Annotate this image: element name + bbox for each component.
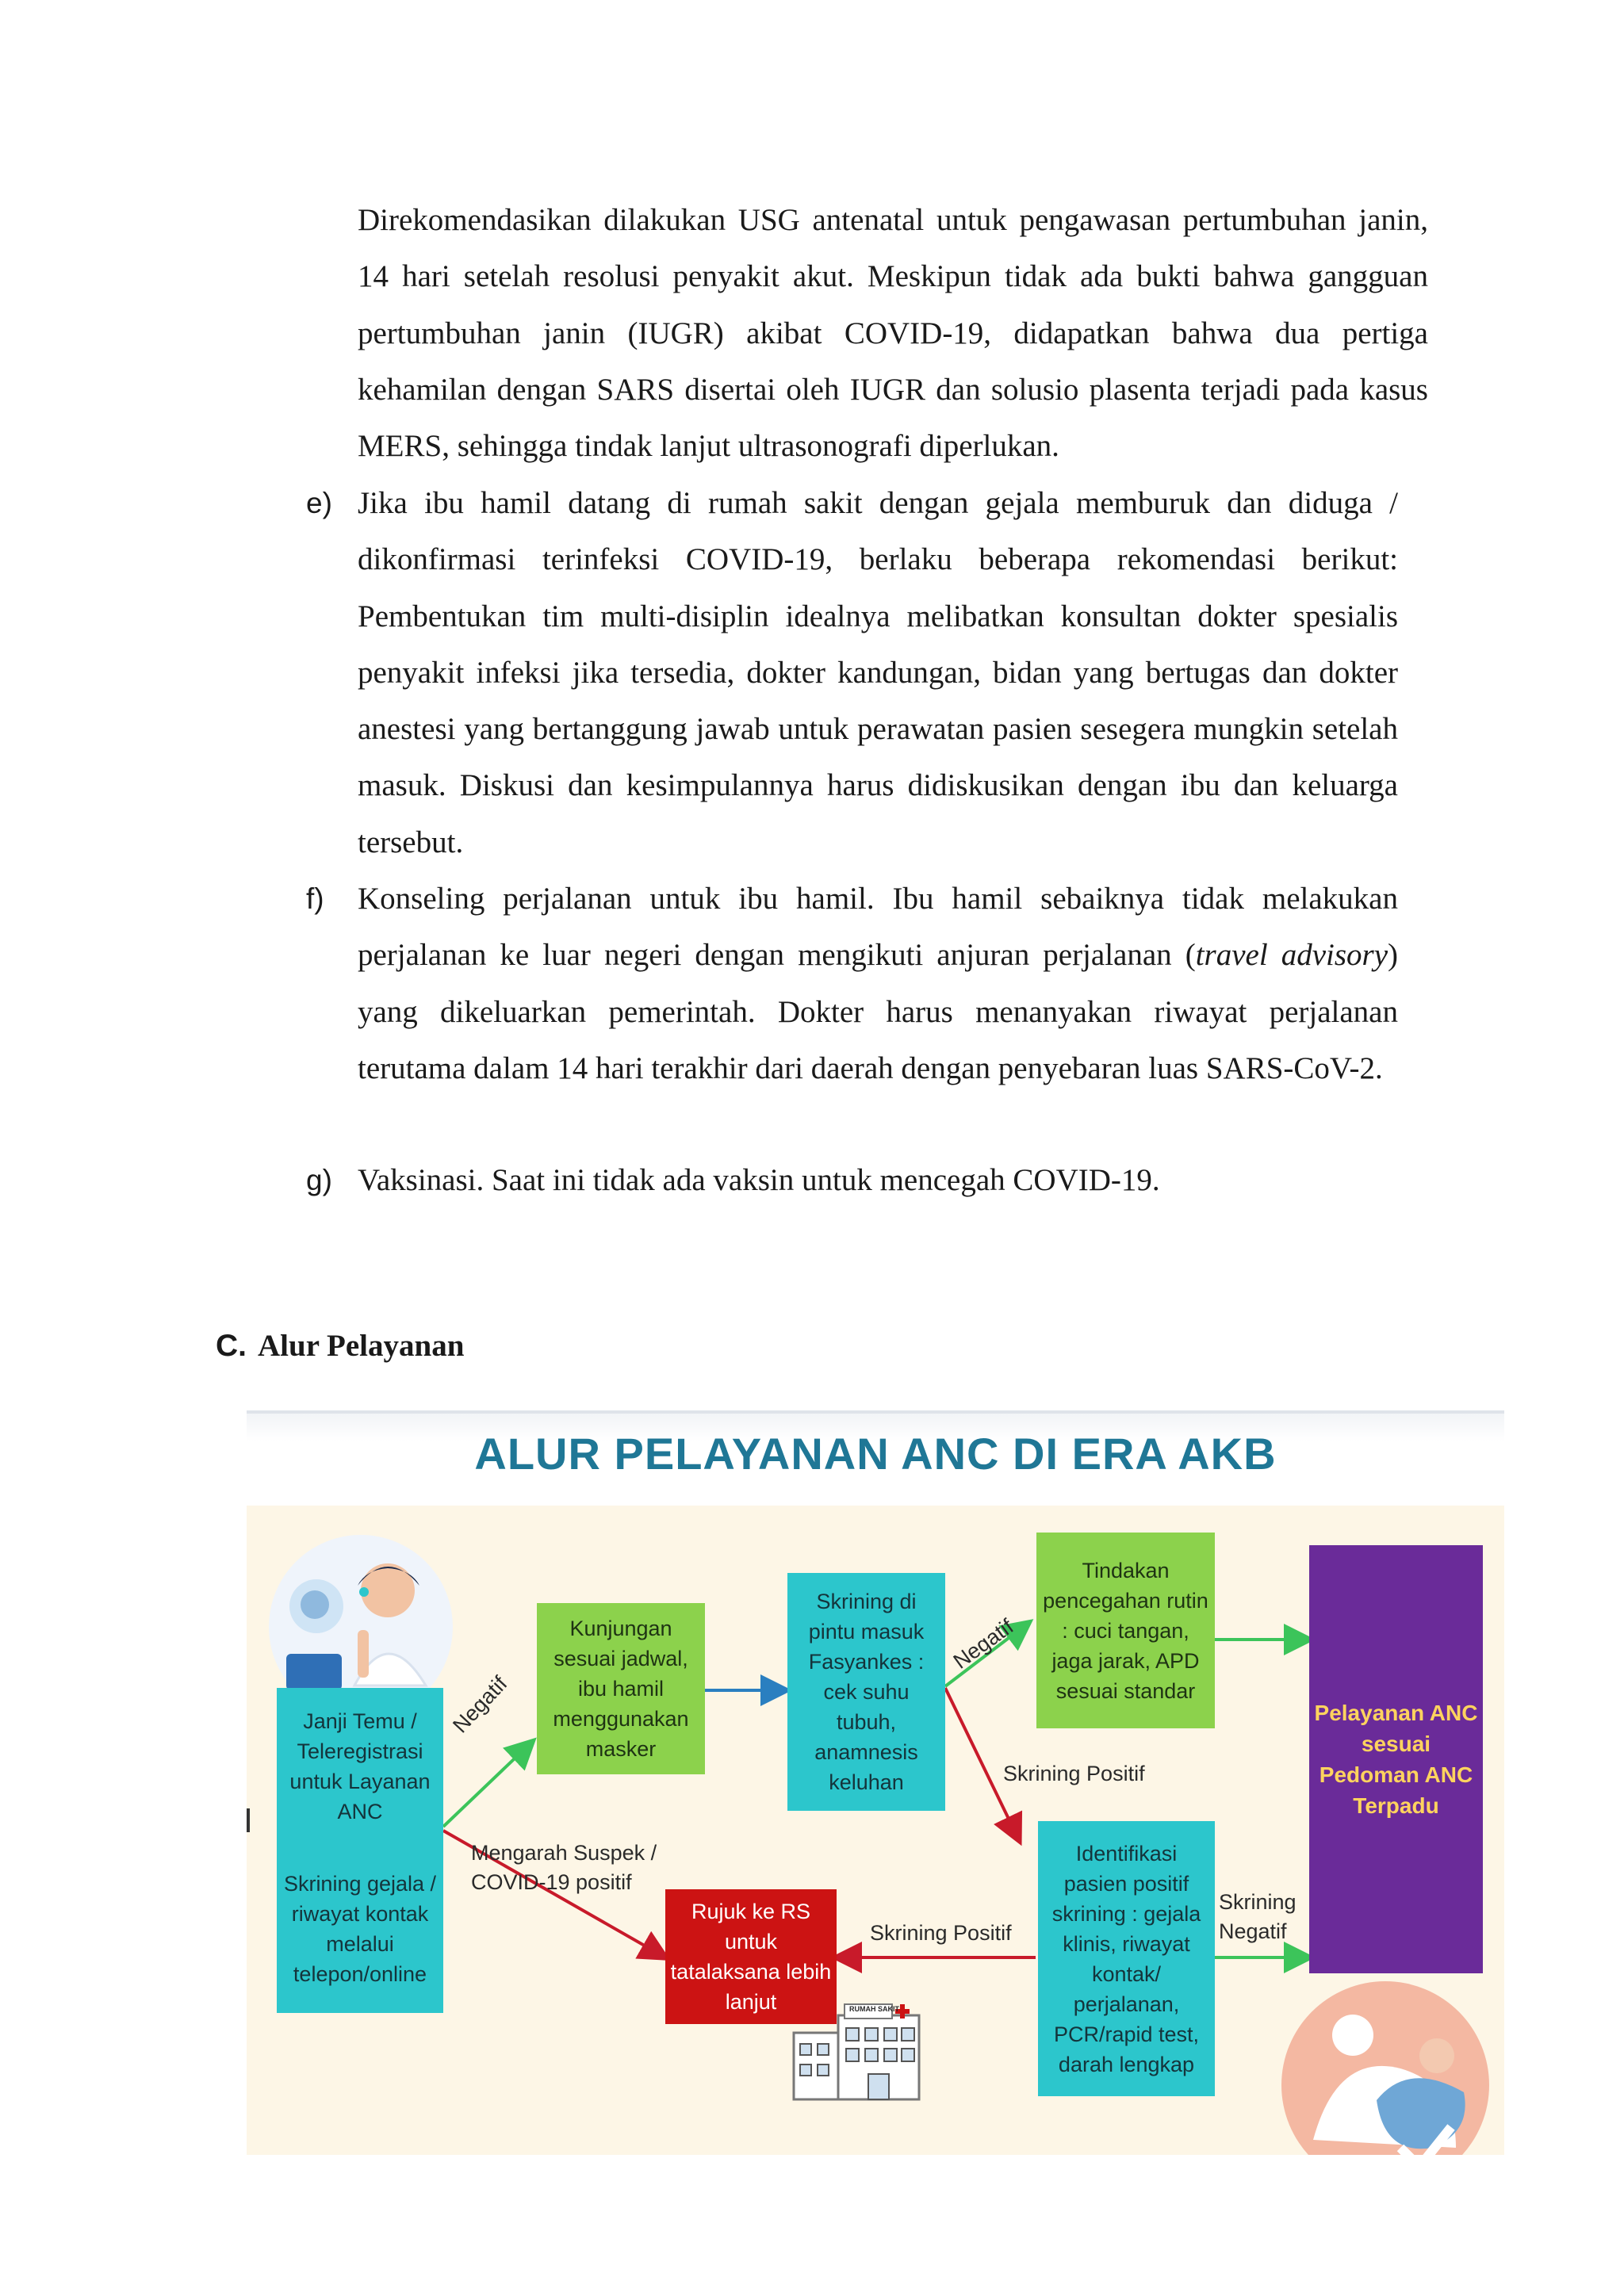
- anc-flow-infographic: [247, 1410, 1504, 2155]
- box-kunjungan: Kunjungan sesuai jadwal, ibu hamil menggunakan masker: [537, 1603, 705, 1774]
- label-skrining-positif-2: Skrining Positif: [870, 1921, 1012, 1945]
- mother-icon: [1281, 1981, 1489, 2155]
- box-janji-temu: Janji Temu / Teleregistrasi untuk Layanan ANC: [277, 1688, 443, 1845]
- hospital-icon: [789, 2001, 924, 2104]
- section-letter: C.: [216, 1329, 247, 1363]
- pregnant-mother-illustration: [1281, 1981, 1489, 2155]
- list-text: Jika ibu hamil datang di rumah sakit dengan gejala memburuk dan diduga / dikonfirmasi terinfeksi COVID-19, berlaku beberapa rekomendasi berikut: Pembentukan tim multi-disiplin idealnya melibatkan konsultan dokter spesialis penyakit infeksi jika tersedia, dokter kandungan, bidan yang bertugas dan dokter anestesi yang bertanggung jawab untuk perawatan pasien sesegera mungkin setelah masuk. Diskusi dan kesimpulannya harus didiskusikan dengan ibu dan keluarga tersebut.: [358, 486, 1398, 859]
- infographic-title: ALUR PELAYANAN ANC DI ERA AKB: [474, 1429, 1277, 1479]
- list-letter: g): [306, 1164, 332, 1196]
- text-before: Konseling perjalanan untuk ibu hamil. Ibu hamil sebaiknya tidak melakukan perjalanan ke luar negeri dengan mengikuti anjuran perjalanan (: [358, 882, 1398, 973]
- label-negatif-1: Negatif: [448, 1671, 512, 1738]
- box-skrining-gejala: Skrining gejala / riwayat kontak melalui telepon/online: [277, 1845, 443, 2013]
- box-pelayanan-anc: Pelayanan ANC sesuai Pedoman ANC Terpadu: [1309, 1545, 1483, 1973]
- section-title: Alur Pelayanan: [258, 1329, 465, 1363]
- italic-term: travel advisory: [1195, 938, 1388, 973]
- label-skrining-positif-1: Skrining Positif: [1003, 1762, 1145, 1785]
- hospital-sign: RUMAH SAKIT: [849, 2005, 899, 2013]
- label-skrining-negatif: Skrining Negatif: [1219, 1890, 1297, 1943]
- box-skrining-pintu-masuk: Skrining di pintu masuk Fasyankes : cek suhu tubuh, anamnesis keluhan: [787, 1573, 945, 1811]
- paragraph-intro: Direkomendasikan dilakukan USG antenatal untuk pengawasan pertumbuhan janin, 14 hari setelah resolusi penyakit akut. Meskipun tidak ada bukti bahwa gangguan pertumbuhan janin (IUGR) akibat COVID-19, didapatkan bahwa dua pertiga kehamilan dengan SARS disertai oleh IUGR dan solusio plasenta terjadi pada kasus MERS, sehingga tindak lanjut ultrasonografi diperlukan.: [358, 203, 1428, 464]
- list-text: [358, 871, 1398, 1096]
- list-letter: f): [306, 882, 324, 915]
- list-text: Vaksinasi. Saat ini tidak ada vaksin untuk mencegah COVID-19.: [358, 1163, 1160, 1197]
- list-letter: e): [306, 487, 332, 519]
- label-mengarah-suspek: Mengarah Suspek / COVID-19 positif: [471, 1841, 657, 1894]
- text-after: ) yang dikeluarkan pemerintah. Dokter harus menanyakan riwayat perjalanan terutama dalam 14 hari terakhir dari daerah dengan penyebaran luas SARS-CoV-2.: [358, 938, 1399, 1085]
- box-identifikasi: Identifikasi pasien positif skrining : gejala klinis, riwayat kontak/ perjalanan, PCR/rapid test, darah lengkap: [1038, 1821, 1215, 2096]
- box-rujuk-rs: Rujuk ke RS untuk tatalaksana lebih lanjut: [665, 1889, 837, 2024]
- section-heading: [216, 1322, 464, 1370]
- label-negatif-2: Negatif: [948, 1614, 1018, 1674]
- box-tindakan-pencegahan: Tindakan pencegahan rutin : cuci tangan, jaga jarak, APD sesuai standar: [1036, 1533, 1215, 1728]
